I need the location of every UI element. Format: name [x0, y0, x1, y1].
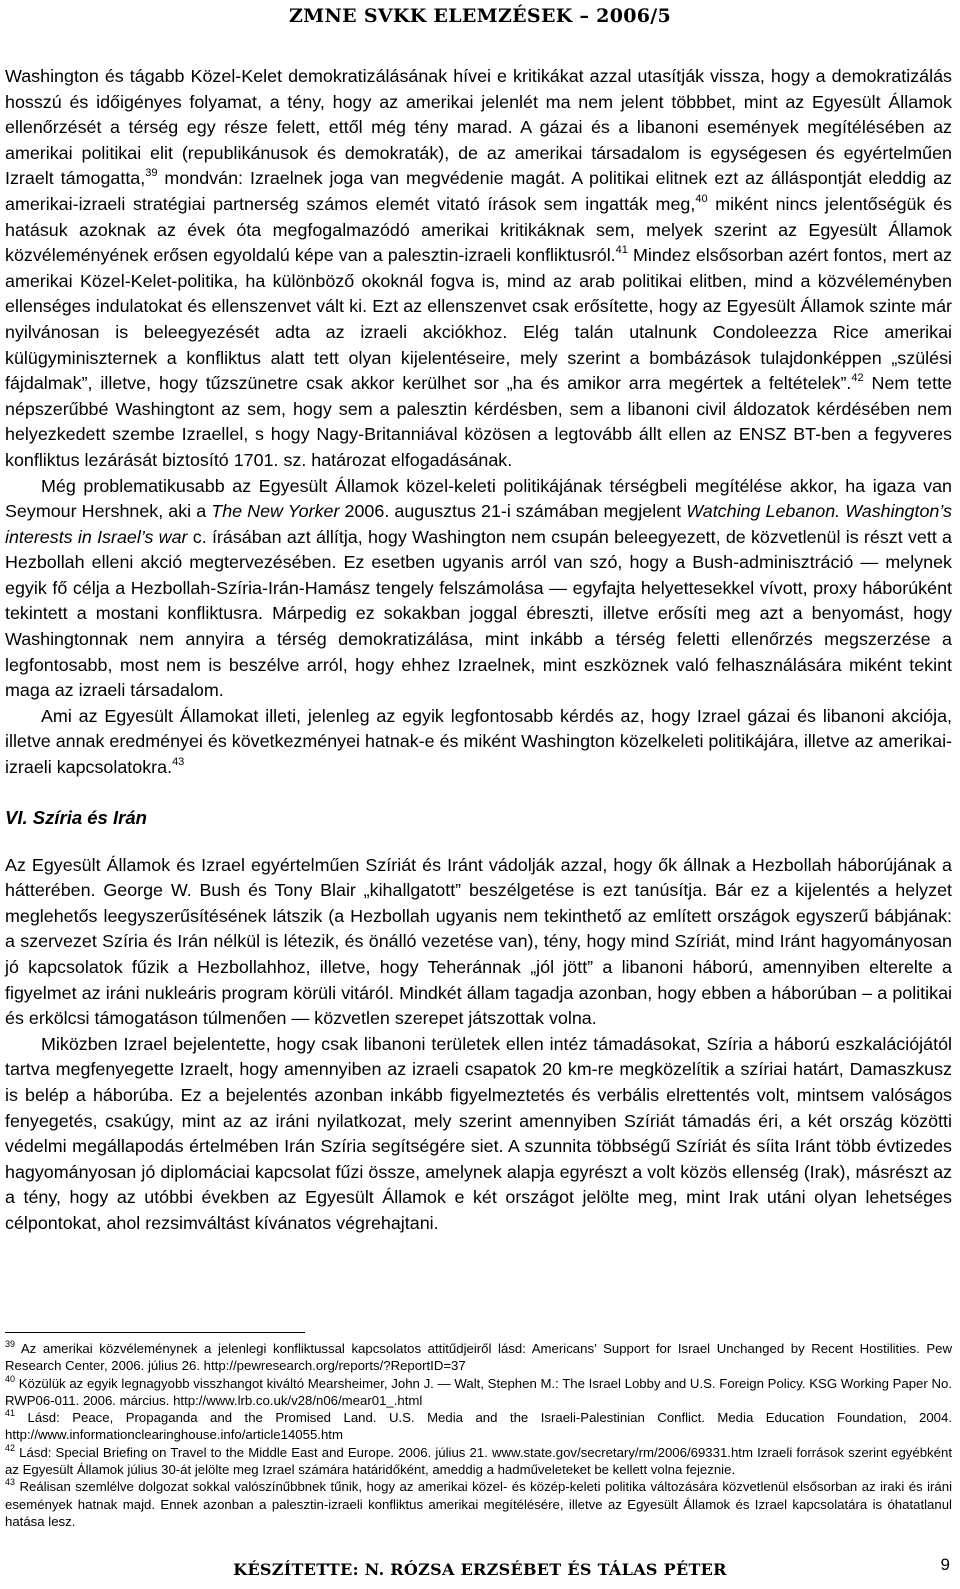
footnote-text: Az amerikai közvéleménynek a jelenlegi konfliktussal kapcsolatos attitűdjeiről lásd: Americans’ Support for Israel Unchanged by Recent Hostilities. Pew Research Center, 2006. július 26. http://pewresearch.org/reports/?ReportID=37: [5, 1341, 952, 1374]
paragraph-5: Miközben Izrael bejelentette, hogy csak libanoni területek ellen intéz támadásokat, Szíria a háború eszkalációjától tartva megfenyegette Izraelt, hogy amennyiben az izraeli csapatok 20 km-re megközelítik a szíriai határt, Damaszkusz is belép a háborúba. Ez a bejelentés azonban inkább figyelmeztetés és verbális elrettentés volt, mintsem valóságos fenyegetés, csakúgy, mint az az iráni nyilatkozat, mely szerint amennyiben Szíriát támadás éri, a két ország közötti védelmi megállapodás értelmében Irán Szíria segítségére siet. A szunnita többségű Szíriát és síita Iránt több évtizedes hagyományosan jó diplomáciai kapcsolat fűzi össze, amelynek alapja egyrészt a volt közös ellenség (Irak), másrészt az a tény, hogy az utóbbi években az Egyesült Államok e két országot jelölte meg, mint Irak utáni olyan lehetséges célpontokat, ahol rezsimváltást kívánatos végrehajtani.: [5, 1033, 952, 1233]
page-number: 9: [940, 1555, 950, 1574]
footnote-ref-43[interactable]: 43: [172, 756, 185, 769]
footnote-number: 39: [5, 1339, 16, 1349]
footnote-39: [5, 1340, 952, 1375]
footnote-number: 40: [5, 1373, 16, 1384]
footnote-43: [5, 1478, 952, 1530]
footnote-number: 43: [5, 1477, 16, 1488]
footnote-text: Lásd: Peace, Propaganda and the Promised Land. U.S. Media and the Israeli-Palestinian Conflict. Media Education Foundation, 2004. http://www.informationclearinghouse.info/article14055.htm: [5, 1410, 952, 1443]
paragraph-2: [5, 474, 952, 704]
footnote-40: [5, 1375, 952, 1410]
text-span: c. írásában azt állítja, hogy Washington nem csupán beleegyezett, de közvetlenül is részt vett a Hezbollah elleni akció megtervezésében. Ez esetben ugyanis arról van szó, hogy a Bush-adminisztráció — melynek egyik fő célja a Hezbollah-Szíria-Irán-Hamász tengely felszámolása — egyfajta helyettesekkel vívott, proxy háborúként tekintett a mostani konfliktusra. Márpedig ez sokakban joggal ébreszti, illetve erősíti meg azt a benyomást, hogy Washingtonnak nem annyira a térség demokratizálása, mint inkább a térség feletti ellenőrzés megszerzése a legfontosabb, most nem is beszélve arról, hogy ehhez Izraelnek, mint eszköznek való felhasználására miként tekint maga az izraeli társadalom.: [5, 526, 953, 701]
footnote-separator: [5, 1332, 305, 1333]
footnote-ref-40[interactable]: 40: [695, 192, 708, 205]
footnote-ref-39[interactable]: 39: [145, 167, 158, 180]
footnote-text: Lásd: Special Briefing on Travel to the Middle East and Europe. 2006. július 21. www.state.gov/secretary/rm/2006/69331.htm Izraeli források szerint egyébként az Egyesült Államok július 30-át jelölte meg Izrael számára határidőként, ameddig a hadműveleteket be kellett volna fejeznie.: [5, 1444, 952, 1478]
running-footer: KÉSZÍTETTE: N. RÓZSA ERZSÉBET ÉS TÁLAS PÉTER: [233, 1560, 727, 1579]
footnote-42: [5, 1444, 952, 1479]
magazine-title: The New Yorker: [211, 501, 340, 522]
paragraph-3: [5, 704, 952, 781]
text-span: Ami az Egyesült Államokat illeti, jelenleg az egyik legfontosabb kérdés az, hogy Izrael gázai és libanoni akciója, illetve annak eredményei és következményei hatnak-e és miként Washington közelkeleti politikájára, illetve az amerikai-izraeli kapcsolatokra.: [5, 705, 952, 778]
footnotes: [5, 1340, 952, 1530]
text-span: Még problematikusabb az Egyesült Államok közel-keleti politikájának térségbeli megítélése akkor, ha igaza van Seymour Hershnek, aki a: [5, 475, 952, 522]
text-span: Washington és tágabb Közel-Kelet demokratizálásának hívei e kritikákat azzal utasítják vissza, hogy a demokratizálás hosszú és időigényes folyamat, a tény, hogy az amerikai jelenlét ma nem jelent többbet, mint az Egyesült Államok ellenőrzését a térség egy része felett, ettől még tény marad.: [5, 66, 952, 138]
body-text: [5, 64, 952, 1237]
article-title: Watching Lebanon. Washington’s interests in Israel’s war: [5, 501, 952, 547]
footnote-ref-41[interactable]: 41: [615, 244, 628, 257]
text-span: Nem tette népszerűbbé Washingtont az sem, hogy sem a palesztin kérdésben, sem a libanoni civil áldozatok kérdésében nem helyezkedett szembe Izraellel, s hogy Nagy-Britanniával közösen a legtovább állt ellen az ENSZ BT-ben a fegyveres konfliktus lezárását biztosító 1701. sz. határozat elfogadásának.: [5, 373, 953, 470]
text-span: 2006. augusztus 21-i számában megjelent: [339, 501, 687, 522]
paragraph-4: Az Egyesült Államok és Izrael egyértelműen Szíriát és Iránt vádolják azzal, hogy ők állnak a Hezbollah háborújának a hátterében. George W. Bush és Tony Blair „kihallgatott” beszélgetése is ezt tanúsítja. Bár ez a kijelentés a helyzet meglehetős leegyszerűsítésének látszik (a Hezbollah ugyanis nem tekinthető az említett országok egyszerű bábjának: a szervezet Szíria és Irán nélkül is létezik, és önálló vezetése van), tény, hogy mind Szíriát, mind Iránt hagyományosan jó kapcsolatok fűzik a Hezbollahhoz, illetve, hogy Teheránnak „jól jött” a libanoni háború, amennyiben elterelte a figyelmet az iráni nukleáris program körüli vitáról. Mindkét állam tagadja azonban, hogy ebben a háborúban – a politikai és erkölcsi támogatáson túlmenően — közvetlen szerepet játszottak volna.: [5, 854, 952, 1029]
footnote-number: 41: [5, 1408, 16, 1419]
running-header: ZMNE SVKK ELEMZÉSEK – 2006/5: [288, 5, 672, 27]
footnote-text: Reálisan szemlélve dolgozat sokkal valószínűbbnek tűnik, hogy az amerikai közel- és közép-keleti politika változására közvetlenül elsősorban az iraki és iráni események hatnak majd. Ennek azonban a palesztin-izraeli konfliktus amerikai megítélésére, illetve az Egyesült Államok és Izrael kapcsolatára is óhatatlanul hatása lesz.: [5, 1479, 952, 1529]
footnote-ref-42[interactable]: 42: [851, 372, 864, 385]
footnote-number: 42: [5, 1442, 16, 1453]
text-span: mondván: Izraelnek joga van megvédenie magát.: [157, 168, 572, 189]
paragraph-1: [5, 64, 952, 474]
text-span: Mindez elsősorban azért fontos, mert az amerikai Közel-Kelet-politika, ha különböző okoknál fogva is, mind az arab politikai elitben, mind a közvéleményben ellenséges indulatokat és ellenszenvet vált ki. Ezt az ellenszenvet csak erősítette, hogy az Egyesült Államok szinte már nyilvánosan is beleegyezését adta az izraeli akciókhoz. Elég talán utalnunk Condoleezza Rice amerikai külügyminiszternek a konfliktus alatt tett olyan kijelentéseire, mely szerint a bombázások tulajdonképpen „szülési fájdalmak”, illetve, hogy tűzszünetre csak akkor kerülhet sor „ha és amikor arra megértek a feltételek”.: [5, 245, 952, 394]
footnote-41: [5, 1409, 952, 1444]
text-span: A gázai és a libanoni események megítélésében az amerikai politikai elit (republikánusok és demokraták), de az amerikai társadalom is egységesen és egyértelműen Izraelt támogatta,: [5, 117, 953, 189]
footnote-text: Közülük az egyik legnagyobb visszhangot kiváltó Mearsheimer, John J. — Walt, Stephen M.: The Israel Lobby and U.S. Foreign Policy. KSG Working Paper No. RWP06-011. 2006. március. http://www.lrb.co.uk/v28/n06/mear01_.html: [5, 1375, 952, 1408]
section-heading: VI. Szíria és Irán: [5, 806, 147, 828]
text-span: miként nincs jelentőségük és hatásuk azoknak az évek óta megfogalmazódó amerikai kritikáknak sem, melyek szerint az Egyesült Államok közvéleményének erősen egyoldalú képe van a palesztin-izraeli konfliktusról.: [5, 193, 952, 266]
text-span: A politikai elitnek ezt az álláspontját eleddig az amerikai-izraeli stratégiai partnerség számos elemét vitató írások sem ingatták meg,: [5, 168, 952, 214]
